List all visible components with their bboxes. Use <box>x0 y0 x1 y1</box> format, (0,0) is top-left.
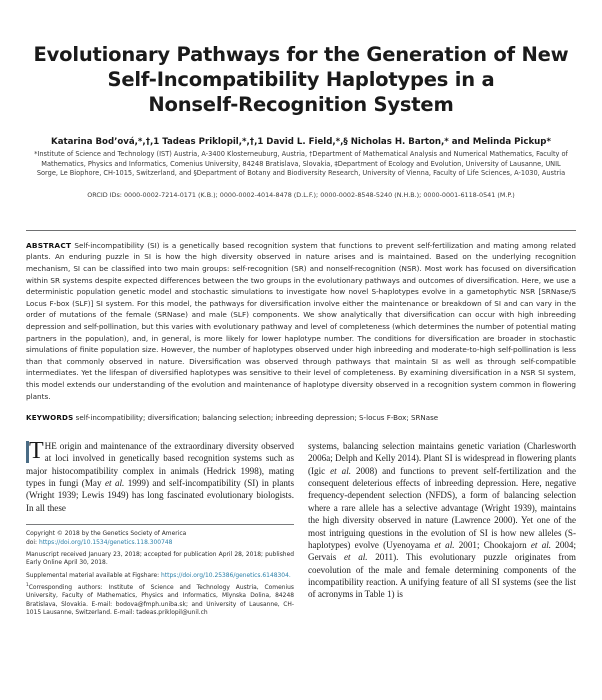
intro-paragraph <box>26 440 294 514</box>
keywords-text: self-incompatibility; diversification; balancing selection; inbreeding depression; S-locus F-Box; SRNase <box>75 413 439 423</box>
body-columns <box>26 440 576 621</box>
right-italic-d: et al. <box>343 552 368 563</box>
abstract-label: ABSTRACT <box>26 240 72 250</box>
orcid-ids: ORCID IDs: 0000-0002-7214-0171 (K.B.); 0000-0002-4014-8478 (D.L.F.); 0000-0002-8548-5240 (N.H.B.); 0000-0001-6118-0541 (M.P.) <box>87 190 515 199</box>
doi-line <box>26 539 294 548</box>
right-text-d: 2004; Gervais <box>308 539 576 563</box>
right-text-e: 2011). This evolutionary puzzle originates from coevolution of the male and female determining components of the incompatibility reaction. A unifying feature of all SI systems (see the list of acronyms in Table 1) is <box>308 552 576 600</box>
supplemental-line <box>26 572 294 581</box>
intro-italic-a: et al. <box>104 478 125 489</box>
intro-text-a: HE origin and maintenance of the extraordinary diversity observed at loci involved in genetically based recognition systems such as major histocompatibility complex in animals (Hedrick 1998), mating types in fungi (May <box>26 441 294 489</box>
doi-link[interactable]: https://doi.org/10.1534/genetics.118.300748 <box>38 538 173 546</box>
right-italic-c: et al. <box>530 539 552 550</box>
supplemental-link[interactable]: https://doi.org/10.25386/genetics.6148304. <box>161 571 291 579</box>
right-text-c: 2001; Chookajorn <box>454 539 531 550</box>
corresponding-authors <box>26 584 294 618</box>
dropcap-bar-icon <box>26 441 29 463</box>
copyright-line: Copyright © 2018 by the Genetics Society of America <box>26 530 187 538</box>
column-left <box>26 440 294 621</box>
abstract-section <box>26 240 576 402</box>
right-text-a: systems, balancing selection maintains genetic variation (Charlesworth 2006a; Delph and Kelly 2014). Plant SI is widespread in flowering plants (Igic <box>308 441 576 476</box>
right-italic-a: et al. <box>330 465 351 476</box>
title-block <box>26 0 576 117</box>
affiliations: *Institute of Science and Technology (IST) Austria, A-3400 Klosterneuburg, Austria, †Department of Mathematical Analysis and Numerical Mathematics, Faculty of Mathematics, Physics and Informatics, Comenius University, 84248 Bratislava, Slovakia, ‡Department of Ecology and Evolution, University of Lausanne, UNIL Sorge, Le Biophore, CH-1015, Switzerland, and §Department of Botany and Biodiversity Research, University of Vienna, Faculty of Life Sciences, A-1030, Austria <box>34 150 568 178</box>
title-line-2: Self-Incompatibility Haplotypes in a <box>107 68 495 91</box>
abstract-text: Self-incompatibility (SI) is a genetically based recognition system that functions to prevent self-fertilization and mating among related plants. An enduring puzzle in SI is how the high diversity observed in nature arises and is maintained. Based on the underlying recognition mechanism, SI can be classified into two main groups: self-recognition (SR) and nonself-recognition (NSR). Most work has focused on diversification within SR systems despite expected differences between the two groups in the evolutionary pathways and outcomes of diversification. Here, we use a deterministic population genetic model and stochastic simulations to investigate how novel S-haplotypes evolve in a gametophytic NSR [SRNase/S Locus F-box (SLF)] SI system. For this model, the pathways for diversification involve either the maintenance or breakdown of SI and can vary in the order of mutations of the female (SRNase) and male (SLF) components. We show analytically that diversification can occur with high inbreeding depression and self-pollination, but this varies with evolutionary pathway and level of completeness (which determines the number of potential mating partners in the population), and, in general, is more likely for lower haplotype number. The conditions for diversification are broader in stochastic simulations of finite population size. However, the number of haplotypes observed under high inbreeding and moderate-to-high self-pollination is less than that commonly observed in nature. Diversification was observed through pathways that maintain SI as well as through self-compatible intermediates. Yet the lifespan of diversified haplotypes was sensitive to their level of completeness. By examining diversification in a NSR SI system, this model extends our understanding of the evolution and maintenance of haplotype diversity observed in a recognition system common in flowering plants. <box>26 240 576 401</box>
intro-text-b: 1999) and self-incompatibility (SI) in plants (Wright 1939; Lewis 1949) has long fascinated evolutionary biologists. In all these <box>26 478 294 513</box>
footnote-rule <box>26 524 294 525</box>
right-column-paragraph <box>308 440 576 600</box>
doi-label: doi: <box>26 538 39 546</box>
supplemental-label: Supplemental material available at Figshare: <box>26 571 162 579</box>
right-italic-b: et al. <box>434 539 455 550</box>
right-text-b: 2008) and functions to prevent self-fertilization and the consequent deleterious effects of inbreeding depression. Here, negative frequency-dependent selection (NFDS), a form of balancing selection where a rare allele has a selective advantage (Wright 1939), maintains the high diversity observed in nature (Lawrence 2000). Yet one of the most intriguing questions in the evolution of SI is how new alleles (S-haplotypes) evolve (Uyenoyama <box>308 465 576 550</box>
title-line-1: Evolutionary Pathways for the Generation of New <box>33 43 569 66</box>
intro-paragraph-text <box>26 440 294 514</box>
corresponding-text: Corresponding authors: Institute of Science and Technology Austria, Comenius University, Faculty of Mathematics, Physics and Informatics, Mlynska Dolina, 84248 Bratislava, Slovakia. E-mail: bodova@fmph.uniba.sk; and University of Lausanne, CH-1015 Lausanne, Switzerland. E-mail: tadeas.priklopil@unil.ch <box>26 583 294 617</box>
author-list: Katarina Bod’ová,*,†,1 Tadeas Priklopil,*,†,1 David L. Field,*,§ Nicholas H. Barton,* and Melinda Pickup* <box>51 137 551 147</box>
page-title <box>26 42 576 117</box>
column-right <box>308 440 576 621</box>
corresponding-marker: 1 <box>26 582 29 588</box>
keywords-label: KEYWORDS <box>26 413 74 423</box>
keywords-section <box>26 412 576 423</box>
manuscript-dates: Manuscript received January 23, 2018; accepted for publication April 28, 2018; published Early Online April 30, 2018. <box>26 550 294 567</box>
footnote-block <box>26 524 294 618</box>
abstract-top-rule <box>26 230 576 231</box>
title-line-3: Nonself-Recognition System <box>148 93 454 116</box>
dropcap-letter: T <box>29 438 44 465</box>
